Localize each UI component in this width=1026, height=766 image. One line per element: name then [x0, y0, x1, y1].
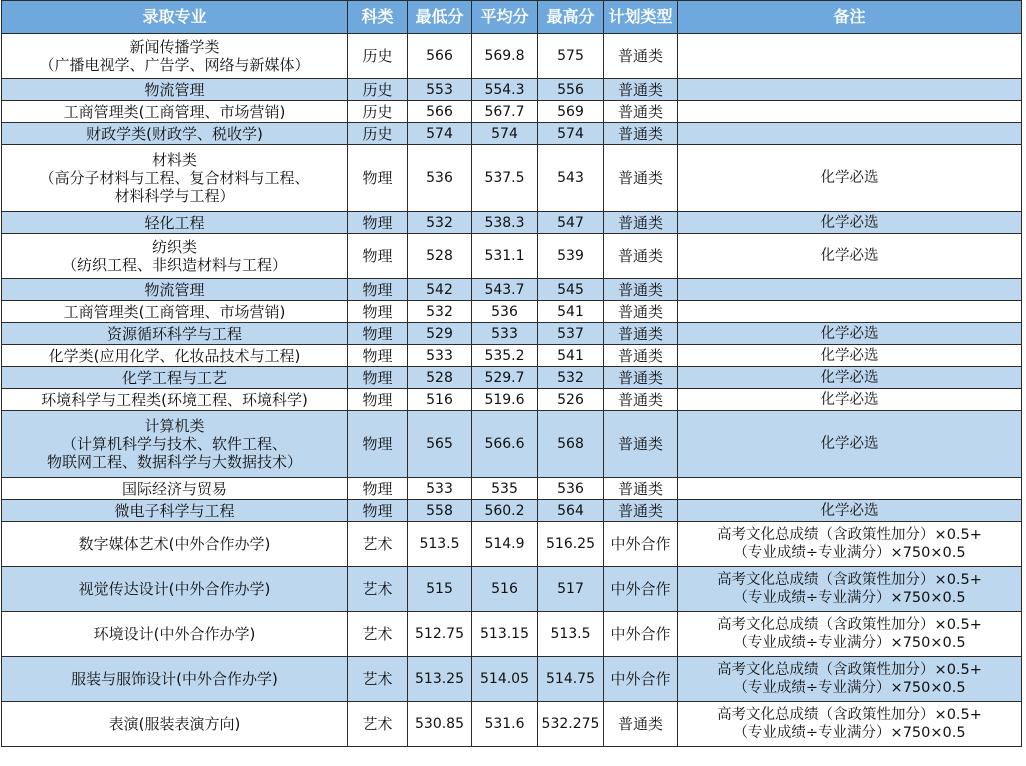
major-cell-line: 物流管理	[144, 280, 205, 299]
note-cell	[678, 145, 1022, 212]
avg-score-cell: 567.7	[472, 101, 538, 123]
table-row	[2, 500, 1022, 522]
note-cell	[678, 367, 1022, 389]
avg-score-cell: 516	[472, 567, 538, 612]
category-cell: 物理	[348, 500, 408, 522]
category-cell: 物理	[348, 367, 408, 389]
note-cell-line: 化学必选	[820, 391, 879, 408]
avg-score-cell: 554.3	[472, 79, 538, 101]
category-cell: 物理	[348, 279, 408, 301]
plan-type-cell: 普通类	[604, 345, 678, 367]
plan-type-cell: 普通类	[604, 234, 678, 279]
major-cell-line: 计算机类	[144, 417, 205, 435]
note-cell	[678, 345, 1022, 367]
header-plan-type: 计划类型	[604, 1, 678, 34]
major-cell-line: （计算机科学与技术、软件工程、	[61, 435, 287, 453]
category-cell: 艺术	[348, 522, 408, 567]
min-score-cell: 530.85	[408, 702, 472, 747]
major-cell-line: 环境设计(中外合作办学)	[93, 625, 256, 643]
category-cell: 物理	[348, 301, 408, 323]
avg-score-cell: 514.9	[472, 522, 538, 567]
major-cell	[2, 79, 348, 101]
min-score-cell: 533	[408, 345, 472, 367]
major-cell	[2, 522, 348, 567]
header-major: 录取专业	[2, 1, 348, 34]
max-score-cell: 575	[538, 34, 604, 79]
note-cell-line: 高考文化总成绩（含政策性加分）×0.5+	[717, 527, 982, 543]
avg-score-cell: 569.8	[472, 34, 538, 79]
min-score-cell: 513.5	[408, 522, 472, 567]
max-score-cell: 516.25	[538, 522, 604, 567]
note-cell	[678, 301, 1022, 323]
major-cell-line: 国际经济与贸易	[121, 479, 227, 498]
max-score-cell: 556	[538, 79, 604, 101]
category-cell: 历史	[348, 123, 408, 145]
note-cell	[678, 411, 1022, 478]
plan-type-cell: 普通类	[604, 101, 678, 123]
table-row	[2, 234, 1022, 279]
table-row	[2, 123, 1022, 145]
table-row	[2, 145, 1022, 212]
major-cell-line: 纺织类	[151, 238, 197, 256]
major-cell-line: （广播电视学、广告学、网络与新媒体）	[39, 56, 310, 74]
table-row	[2, 702, 1022, 747]
header-max-score: 最高分	[538, 1, 604, 34]
table-row	[2, 478, 1022, 500]
category-cell: 历史	[348, 79, 408, 101]
avg-score-cell: 514.05	[472, 657, 538, 702]
major-cell-line: （纺织工程、非织造材料与工程）	[61, 256, 287, 274]
avg-score-cell: 537.5	[472, 145, 538, 212]
major-cell-line: 物流管理	[144, 80, 205, 99]
major-cell	[2, 500, 348, 522]
table-body	[2, 34, 1022, 747]
table-row	[2, 301, 1022, 323]
plan-type-cell: 中外合作	[604, 567, 678, 612]
table-row	[2, 34, 1022, 79]
note-cell	[678, 279, 1022, 301]
category-cell: 艺术	[348, 567, 408, 612]
category-cell: 物理	[348, 323, 408, 345]
note-cell	[678, 612, 1022, 657]
major-cell-line: 视觉传达设计(中外合作办学)	[78, 580, 271, 598]
major-cell	[2, 612, 348, 657]
max-score-cell: 541	[538, 345, 604, 367]
note-cell	[678, 79, 1022, 101]
note-cell-line: 化学必选	[820, 502, 879, 519]
header-min-score: 最低分	[408, 1, 472, 34]
note-cell	[678, 478, 1022, 500]
category-cell: 历史	[348, 34, 408, 79]
plan-type-cell: 普通类	[604, 279, 678, 301]
min-score-cell: 565	[408, 411, 472, 478]
note-cell	[678, 500, 1022, 522]
category-cell: 艺术	[348, 612, 408, 657]
major-cell-line: 数字媒体艺术(中外合作办学)	[78, 535, 271, 553]
min-score-cell: 553	[408, 79, 472, 101]
admission-score-table	[1, 0, 1022, 747]
major-cell	[2, 279, 348, 301]
major-cell	[2, 657, 348, 702]
note-cell-line: 化学必选	[820, 170, 879, 186]
max-score-cell: 564	[538, 500, 604, 522]
major-cell-line: 轻化工程	[144, 213, 205, 232]
min-score-cell: 536	[408, 145, 472, 212]
note-cell	[678, 212, 1022, 234]
avg-score-cell: 529.7	[472, 367, 538, 389]
min-score-cell: 542	[408, 279, 472, 301]
header-note: 备注	[678, 1, 1022, 34]
avg-score-cell: 566.6	[472, 411, 538, 478]
major-cell	[2, 702, 348, 747]
major-cell	[2, 34, 348, 79]
note-cell-line: （专业成绩÷专业满分）×750×0.5	[733, 680, 966, 696]
avg-score-cell: 538.3	[472, 212, 538, 234]
note-cell-line: 化学必选	[820, 325, 879, 342]
plan-type-cell: 中外合作	[604, 612, 678, 657]
table-row	[2, 612, 1022, 657]
note-cell	[678, 34, 1022, 79]
avg-score-cell: 531.6	[472, 702, 538, 747]
category-cell: 物理	[348, 345, 408, 367]
max-score-cell: 541	[538, 301, 604, 323]
plan-type-cell: 普通类	[604, 478, 678, 500]
major-cell	[2, 478, 348, 500]
min-score-cell: 516	[408, 389, 472, 411]
major-cell-line: 表演(服装表演方向)	[108, 715, 241, 733]
note-cell-line: 高考文化总成绩（含政策性加分）×0.5+	[717, 617, 982, 633]
max-score-cell: 543	[538, 145, 604, 212]
table-row	[2, 657, 1022, 702]
table-row	[2, 567, 1022, 612]
max-score-cell: 574	[538, 123, 604, 145]
avg-score-cell: 535.2	[472, 345, 538, 367]
table-row	[2, 79, 1022, 101]
min-score-cell: 515	[408, 567, 472, 612]
max-score-cell: 537	[538, 323, 604, 345]
min-score-cell: 533	[408, 478, 472, 500]
note-cell-line: （专业成绩÷专业满分）×750×0.5	[733, 590, 966, 606]
plan-type-cell: 普通类	[604, 123, 678, 145]
major-cell	[2, 389, 348, 411]
plan-type-cell: 普通类	[604, 411, 678, 478]
table-row	[2, 101, 1022, 123]
header-avg-score: 平均分	[472, 1, 538, 34]
max-score-cell: 526	[538, 389, 604, 411]
category-cell: 物理	[348, 145, 408, 212]
max-score-cell: 536	[538, 478, 604, 500]
header-row	[2, 1, 1022, 34]
max-score-cell: 568	[538, 411, 604, 478]
major-cell	[2, 567, 348, 612]
avg-score-cell: 533	[472, 323, 538, 345]
avg-score-cell: 574	[472, 123, 538, 145]
table-row	[2, 279, 1022, 301]
table-row	[2, 389, 1022, 411]
min-score-cell: 566	[408, 34, 472, 79]
major-cell-line: （高分子材料与工程、复合材料与工程、	[39, 169, 310, 187]
note-cell-line: 高考文化总成绩（含政策性加分）×0.5+	[717, 707, 982, 723]
note-cell	[678, 123, 1022, 145]
plan-type-cell: 普通类	[604, 389, 678, 411]
note-cell	[678, 323, 1022, 345]
table-row	[2, 345, 1022, 367]
note-cell	[678, 234, 1022, 279]
max-score-cell: 532	[538, 367, 604, 389]
plan-type-cell: 中外合作	[604, 657, 678, 702]
major-cell	[2, 411, 348, 478]
note-cell	[678, 522, 1022, 567]
min-score-cell: 528	[408, 234, 472, 279]
plan-type-cell: 普通类	[604, 500, 678, 522]
note-cell-line: 高考文化总成绩（含政策性加分）×0.5+	[717, 662, 982, 678]
avg-score-cell: 519.6	[472, 389, 538, 411]
plan-type-cell: 普通类	[604, 79, 678, 101]
major-cell	[2, 145, 348, 212]
category-cell: 物理	[348, 234, 408, 279]
max-score-cell: 539	[538, 234, 604, 279]
table-row	[2, 367, 1022, 389]
note-cell	[678, 657, 1022, 702]
major-cell-line: 环境科学与工程类(环境工程、环境科学)	[41, 390, 308, 409]
category-cell: 物理	[348, 212, 408, 234]
major-cell-line: 材料科学与工程）	[114, 187, 235, 205]
max-score-cell: 532.275	[538, 702, 604, 747]
table-row	[2, 522, 1022, 567]
note-cell-line: （专业成绩÷专业满分）×750×0.5	[733, 725, 966, 741]
major-cell-line: 材料类	[151, 151, 197, 169]
note-cell	[678, 567, 1022, 612]
note-cell-line: （专业成绩÷专业满分）×750×0.5	[733, 545, 966, 561]
category-cell: 历史	[348, 101, 408, 123]
avg-score-cell: 560.2	[472, 500, 538, 522]
note-cell-line: 化学必选	[820, 436, 879, 452]
avg-score-cell: 543.7	[472, 279, 538, 301]
note-cell	[678, 101, 1022, 123]
plan-type-cell: 普通类	[604, 702, 678, 747]
header-category: 科类	[348, 1, 408, 34]
plan-type-cell: 中外合作	[604, 522, 678, 567]
note-cell-line: 高考文化总成绩（含政策性加分）×0.5+	[717, 572, 982, 588]
major-cell	[2, 123, 348, 145]
note-cell	[678, 389, 1022, 411]
avg-score-cell: 531.1	[472, 234, 538, 279]
major-cell-line: 财政学类(财政学、税收学)	[86, 124, 263, 143]
avg-score-cell: 513.15	[472, 612, 538, 657]
plan-type-cell: 普通类	[604, 145, 678, 212]
min-score-cell: 512.75	[408, 612, 472, 657]
category-cell: 物理	[348, 411, 408, 478]
major-cell-line: 物联网工程、数据科学与大数据技术）	[46, 453, 302, 471]
max-score-cell: 513.5	[538, 612, 604, 657]
note-cell-line: 化学必选	[820, 347, 879, 364]
category-cell: 艺术	[348, 702, 408, 747]
min-score-cell: 558	[408, 500, 472, 522]
major-cell-line: 微电子科学与工程	[114, 501, 235, 520]
min-score-cell: 529	[408, 323, 472, 345]
max-score-cell: 517	[538, 567, 604, 612]
note-cell-line: 化学必选	[820, 369, 879, 386]
min-score-cell: 566	[408, 101, 472, 123]
note-cell-line: 化学必选	[820, 214, 879, 231]
plan-type-cell: 普通类	[604, 323, 678, 345]
max-score-cell: 545	[538, 279, 604, 301]
category-cell: 物理	[348, 389, 408, 411]
plan-type-cell: 普通类	[604, 34, 678, 79]
major-cell-line: 化学类(应用化学、化妆品技术与工程)	[48, 346, 301, 365]
category-cell: 艺术	[348, 657, 408, 702]
major-cell	[2, 234, 348, 279]
max-score-cell: 569	[538, 101, 604, 123]
major-cell	[2, 367, 348, 389]
note-cell-line: （专业成绩÷专业满分）×750×0.5	[733, 635, 966, 651]
avg-score-cell: 535	[472, 478, 538, 500]
min-score-cell: 532	[408, 301, 472, 323]
category-cell: 物理	[348, 478, 408, 500]
plan-type-cell: 普通类	[604, 212, 678, 234]
plan-type-cell: 普通类	[604, 367, 678, 389]
major-cell	[2, 323, 348, 345]
major-cell	[2, 212, 348, 234]
plan-type-cell: 普通类	[604, 301, 678, 323]
note-cell-line: 化学必选	[820, 248, 879, 264]
note-cell	[678, 702, 1022, 747]
table-row	[2, 411, 1022, 478]
major-cell	[2, 345, 348, 367]
min-score-cell: 532	[408, 212, 472, 234]
major-cell-line: 资源循环科学与工程	[106, 324, 242, 343]
max-score-cell: 514.75	[538, 657, 604, 702]
min-score-cell: 513.25	[408, 657, 472, 702]
min-score-cell: 528	[408, 367, 472, 389]
min-score-cell: 574	[408, 123, 472, 145]
major-cell-line: 工商管理类(工商管理、市场营销)	[63, 102, 286, 121]
major-cell-line: 服装与服饰设计(中外合作办学)	[71, 670, 278, 688]
major-cell	[2, 101, 348, 123]
major-cell-line: 化学工程与工艺	[121, 368, 227, 387]
major-cell-line: 工商管理类(工商管理、市场营销)	[63, 302, 286, 321]
major-cell	[2, 301, 348, 323]
table-row	[2, 212, 1022, 234]
major-cell-line: 新闻传播学类	[129, 38, 220, 56]
avg-score-cell: 536	[472, 301, 538, 323]
max-score-cell: 547	[538, 212, 604, 234]
table-row	[2, 323, 1022, 345]
